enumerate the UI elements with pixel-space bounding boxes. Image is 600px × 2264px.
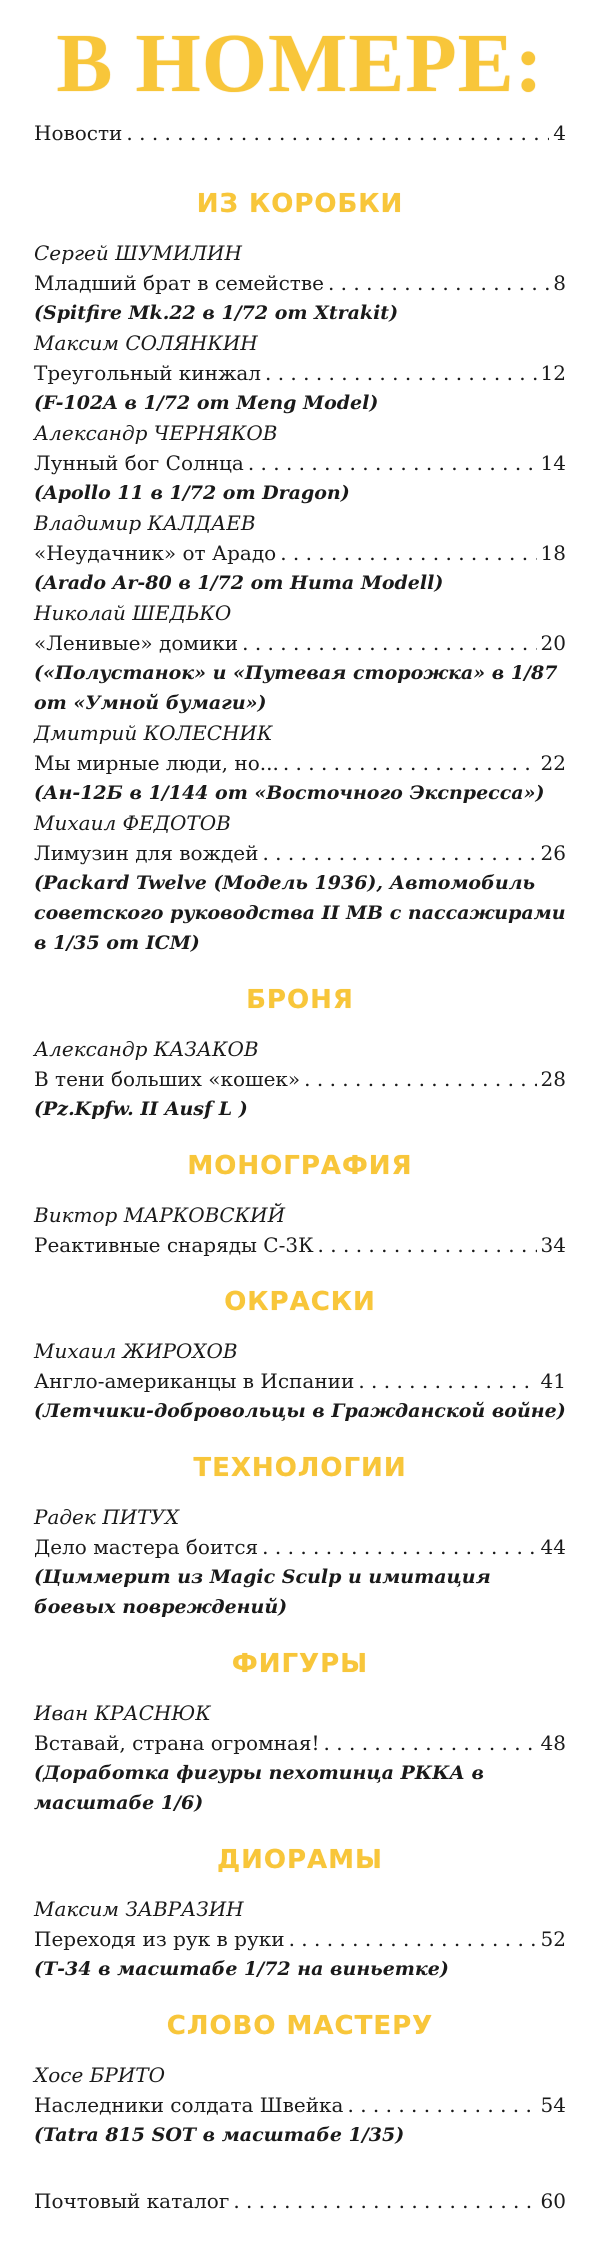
entry-subtitle: (Циммерит из Magic Sculp и имитация боевых повреждений) — [34, 1566, 491, 1618]
entry-author: Николай ШЕДЬКО — [34, 601, 232, 625]
section-okraski — [34, 1282, 566, 1426]
section-bronya — [34, 980, 566, 1124]
entry-author: Владимир КАЛДАЕВ — [34, 511, 256, 535]
page-title: В НОМЕРЕ: — [56, 17, 544, 110]
entry-title: Треугольный кинжал — [34, 361, 261, 385]
entry-author: Максим СОЛЯНКИН — [34, 331, 258, 355]
section-figury — [34, 1644, 566, 1818]
entry-page: 34 — [540, 1233, 566, 1257]
entry-title: «Неудачник» от Арадо — [34, 541, 277, 565]
entry-title: Лимузин для вождей — [34, 841, 259, 865]
section-title: ДИОРАМЫ — [216, 1845, 383, 1875]
section-title: ФИГУРЫ — [231, 1649, 369, 1679]
toc-entry[interactable] — [34, 1924, 566, 1954]
toc-entry[interactable] — [34, 358, 566, 388]
entry-author: Радек ПИТУХ — [34, 1505, 180, 1529]
section-title: ИЗ КОРОБКИ — [196, 189, 404, 219]
entry-page: 48 — [540, 1731, 566, 1755]
dot-leader — [265, 358, 537, 388]
dot-leader — [233, 2186, 536, 2216]
dot-leader — [318, 1230, 537, 1260]
toc-entry[interactable] — [34, 628, 566, 658]
entry-title: Дело мастера боится — [34, 1535, 259, 1559]
dot-leader — [347, 2090, 536, 2120]
entry-subtitle: (Arado Ar-80 в 1/72 от Huma Modell) — [34, 572, 444, 594]
entry-page: 54 — [540, 2093, 566, 2117]
entry-title: Лунный бог Солнца — [34, 451, 244, 475]
dot-leader — [328, 268, 549, 298]
entry-title: Мы мирные люди, но... — [34, 751, 279, 775]
dot-leader — [304, 1064, 536, 1094]
entry-author: Александр ЧЕРНЯКОВ — [34, 421, 278, 445]
toc-entry[interactable] — [34, 838, 566, 868]
toc-entry[interactable] — [34, 448, 566, 478]
section-monografiya — [34, 1146, 566, 1260]
section-title: БРОНЯ — [246, 985, 354, 1015]
entry-author: Виктор МАРКОВСКИЙ — [34, 1203, 286, 1227]
dot-leader — [248, 448, 537, 478]
entry-subtitle: («Полустанок» и «Путевая сторожка» в 1/87 от «Умной бумаги») — [34, 662, 558, 714]
entry-subtitle: (Apollo 11 в 1/72 от Dragon) — [34, 482, 350, 504]
section-title: ОКРАСКИ — [224, 1287, 376, 1317]
entry-subtitle: (Т-34 в масштабе 1/72 на виньетке) — [34, 1958, 449, 1980]
entry-page: 18 — [540, 541, 566, 565]
entry-page: 41 — [540, 1369, 566, 1393]
entry-page: 14 — [540, 451, 566, 475]
entry-title: Наследники солдата Швейка — [34, 2093, 344, 2117]
toc-entry[interactable] — [34, 1366, 566, 1396]
entry-page: 44 — [540, 1535, 566, 1559]
entry-author: Максим ЗАВРАЗИН — [34, 1897, 244, 1921]
entry-author: Иван КРАСНЮК — [34, 1701, 211, 1725]
entry-author: Михаил ФЕДОТОВ — [34, 811, 231, 835]
entry-title: Вставай, страна огромная! — [34, 1731, 320, 1755]
section-title: СЛОВО МАСТЕРУ — [166, 2011, 434, 2041]
contents-page — [0, 17, 600, 2264]
entry-page: 4 — [553, 121, 566, 145]
entry-subtitle: (Доработка фигуры пехотинца РККА в масштабе 1/6) — [34, 1762, 484, 1814]
entry-subtitle: (Spitfire Mk.22 в 1/72 от Xtrakit) — [34, 302, 399, 324]
entry-title: Новости — [34, 121, 123, 145]
entry-page: 12 — [540, 361, 566, 385]
news-entry[interactable] — [34, 118, 566, 148]
entry-author: Михаил ЖИРОХОВ — [34, 1339, 238, 1363]
entry-subtitle: (Летчики-добровольцы в Гражданской войне) — [34, 1400, 566, 1422]
section-title: МОНОГРАФИЯ — [187, 1151, 413, 1181]
entry-title: «Ленивые» домики — [34, 631, 239, 655]
entry-subtitle: (Tatra 815 SOT в масштабе 1/35) — [34, 2124, 405, 2146]
dot-leader — [283, 748, 537, 778]
dot-leader — [262, 1532, 536, 1562]
entry-title: Переходя из рук в руки — [34, 1927, 285, 1951]
entry-title: Младший брат в семействе — [34, 271, 324, 295]
entry-page: 22 — [540, 751, 566, 775]
entry-title: В тени больших «кошек» — [34, 1067, 301, 1091]
section-title: ТЕХНОЛОГИИ — [193, 1453, 407, 1483]
section-iz-korobki — [34, 184, 566, 958]
entry-subtitle: (Packard Twelve (Модель 1936), Автомобиль советского руководства II МВ с пассажирами в 1/35 от ICM) — [34, 872, 566, 954]
entry-author: Сергей ШУМИЛИН — [34, 241, 242, 265]
dot-leader — [358, 1366, 536, 1396]
toc-entry[interactable] — [34, 1728, 566, 1758]
entry-subtitle: (F-102A в 1/72 от Meng Model) — [34, 392, 379, 414]
toc-entry[interactable] — [34, 748, 566, 778]
entry-title: Реактивные снаряды С-3К — [34, 1233, 314, 1257]
entry-subtitle: (Ан-12Б в 1/144 от «Восточного Экспресса») — [34, 782, 545, 804]
toc-entry[interactable] — [34, 1230, 566, 1260]
section-dioramy — [34, 1840, 566, 1984]
entry-author: Дмитрий КОЛЕСНИК — [34, 721, 273, 745]
entry-author: Александр КАЗАКОВ — [34, 1037, 259, 1061]
dot-leader — [126, 118, 549, 148]
entry-page: 26 — [540, 841, 566, 865]
entry-page: 52 — [540, 1927, 566, 1951]
section-slovo-masteru — [34, 2006, 566, 2150]
section-tekhnologii — [34, 1448, 566, 1622]
toc-entry[interactable] — [34, 2090, 566, 2120]
dot-leader — [289, 1924, 537, 1954]
toc-entry[interactable] — [34, 538, 566, 568]
entry-author: Хосе БРИТО — [34, 2063, 166, 2087]
toc-entry[interactable] — [34, 268, 566, 298]
entry-page: 8 — [553, 271, 566, 295]
dot-leader — [242, 628, 536, 658]
dot-leader — [324, 1728, 537, 1758]
entry-title: Англо-американцы в Испании — [34, 1369, 355, 1393]
catalog-entry[interactable] — [34, 2186, 566, 2216]
entry-page: 20 — [540, 631, 566, 655]
toc-entry[interactable] — [34, 1064, 566, 1094]
toc-entry[interactable] — [34, 1532, 566, 1562]
entry-subtitle: (Pz.Kpfw. II Ausf L ) — [34, 1098, 248, 1120]
dot-leader — [262, 838, 536, 868]
entry-page: 60 — [540, 2189, 566, 2213]
dot-leader — [280, 538, 536, 568]
entry-title: Почтовый каталог — [34, 2189, 230, 2213]
entry-page: 28 — [540, 1067, 566, 1091]
